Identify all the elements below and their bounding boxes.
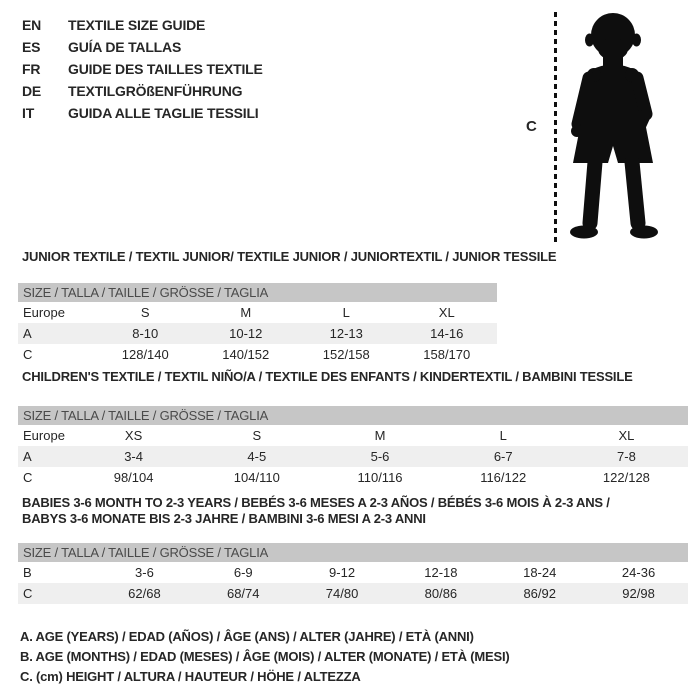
- language-row: [22, 14, 263, 36]
- table-cell: 104/110: [233, 470, 280, 485]
- table-title-line: BABYS 3-6 MONATE BIS 2-3 JAHRE / BAMBINI 3-6 MESI A 2-3 ANNI: [22, 511, 426, 526]
- table-cell: 4-5: [247, 449, 267, 464]
- height-measure-label: C: [526, 118, 537, 135]
- table-title: [18, 495, 688, 527]
- column-header: XL: [618, 428, 635, 443]
- table-title-line: BABIES 3-6 MONTH TO 2-3 YEARS / BEBÉS 3-6 MESES A 2-3 AÑOS / BÉBÉS 3-6 MOIS À 2-3 ANS /: [22, 495, 610, 510]
- table-cell: 3-6: [135, 565, 154, 580]
- table-row: [18, 446, 688, 467]
- table-cell: 6-7: [493, 449, 513, 464]
- table-cell: 62/68: [128, 586, 161, 601]
- table-row: [18, 467, 688, 488]
- language-code: DE: [22, 83, 42, 99]
- language-code: FR: [22, 61, 41, 77]
- column-header: Europe: [23, 305, 65, 320]
- language-label: GUIDA ALLE TAGLIE TESSILI: [68, 105, 259, 121]
- table-cell: 140/152: [222, 347, 270, 362]
- row-label: C: [23, 470, 33, 485]
- language-row: [22, 36, 263, 58]
- table-cell: 98/104: [113, 470, 154, 485]
- footnote: A. AGE (YEARS) / EDAD (AÑOS) / ÂGE (ANS) / ALTER (JAHRE) / ETÀ (ANNI): [20, 629, 474, 644]
- language-row: [22, 80, 263, 102]
- footnotes: [20, 627, 510, 687]
- table-cell: 14-16: [430, 326, 464, 341]
- table-cell: 3-4: [124, 449, 143, 464]
- size-table-childrens-textile: [18, 369, 688, 488]
- footnote: B. AGE (MONTHS) / EDAD (MESES) / ÂGE (MOIS) / ALTER (MONATE) / ETÀ (MESI): [20, 649, 510, 664]
- table-cell: 152/158: [322, 347, 370, 362]
- column-header: L: [499, 428, 507, 443]
- table-row: [18, 583, 688, 604]
- table-cell: 122/128: [602, 470, 650, 485]
- table-cell: 74/80: [325, 586, 359, 601]
- table-cell: 86/92: [523, 586, 556, 601]
- table-row: [18, 344, 497, 365]
- table-cell: 158/170: [423, 347, 471, 362]
- table-title-line: JUNIOR TEXTILE / TEXTIL JUNIOR/ TEXTILE JUNIOR / JUNIORTEXTIL / JUNIOR TESSILE: [22, 249, 557, 264]
- toddler-silhouette-icon: [565, 12, 668, 243]
- size-table-junior-textile: [18, 249, 557, 365]
- row-label: A: [23, 449, 32, 464]
- table-cell: 12-13: [329, 326, 363, 341]
- table-title: [18, 369, 688, 385]
- table-title-line: CHILDREN'S TEXTILE / TEXTIL NIÑO/A / TEXTILE DES ENFANTS / KINDERTEXTIL / BAMBINI TESSILE: [22, 369, 633, 384]
- language-row: [22, 102, 263, 124]
- table-cell: 110/116: [357, 470, 403, 485]
- table-title: [18, 249, 557, 265]
- column-header: S: [252, 428, 262, 443]
- size-table-babies: [18, 495, 688, 604]
- table-cell: 10-12: [229, 326, 263, 341]
- table-header-row: [18, 302, 497, 323]
- table-cell: 18-24: [523, 565, 557, 580]
- size-header-bar: SIZE / TALLA / TAILLE / GRÖSSE / TAGLIA: [18, 406, 688, 425]
- table-cell: 24-36: [621, 565, 656, 580]
- language-code: IT: [22, 105, 35, 121]
- language-row: [22, 58, 263, 80]
- footnote: C. (cm) HEIGHT / ALTURA / HAUTEUR / HÖHE / ALTEZZA: [20, 669, 361, 684]
- language-label: GUIDE DES TAILLES TEXTILE: [68, 61, 263, 77]
- column-header: XS: [124, 428, 143, 443]
- table-cell: 8-10: [132, 326, 159, 341]
- table-cell: 6-9: [233, 565, 253, 580]
- language-code: ES: [22, 39, 41, 55]
- table-header-row: [18, 425, 688, 446]
- size-header-bar: SIZE / TALLA / TAILLE / GRÖSSE / TAGLIA: [18, 543, 688, 562]
- column-header: L: [342, 305, 350, 320]
- table-cell: 92/98: [622, 586, 655, 601]
- table-row: [18, 323, 497, 344]
- table-row: [18, 562, 688, 583]
- language-label: TEXTILE SIZE GUIDE: [68, 17, 206, 33]
- language-code: EN: [22, 17, 42, 33]
- size-header-bar: SIZE / TALLA / TAILLE / GRÖSSE / TAGLIA: [18, 283, 497, 302]
- table-cell: 7-8: [617, 449, 636, 464]
- language-list: [22, 14, 263, 124]
- table-cell: 12-18: [424, 565, 458, 580]
- column-header: Europe: [23, 428, 65, 443]
- table-cell: 5-6: [370, 449, 390, 464]
- table-cell: 68/74: [226, 586, 260, 601]
- height-figure: [520, 8, 698, 250]
- row-label: A: [23, 326, 32, 341]
- table-cell: 9-12: [329, 565, 356, 580]
- height-dotted-line: [554, 12, 557, 245]
- column-header: M: [374, 428, 386, 443]
- column-header: S: [140, 305, 150, 320]
- language-label: GUÍA DE TALLAS: [68, 39, 182, 55]
- column-header: XL: [438, 305, 455, 320]
- row-label: B: [23, 565, 32, 580]
- row-label: C: [23, 586, 33, 601]
- row-label: C: [23, 347, 33, 362]
- column-header: M: [240, 305, 252, 320]
- table-cell: 116/122: [480, 470, 527, 485]
- language-label: TEXTILGRÖßENFÜHRUNG: [68, 83, 243, 99]
- table-cell: 128/140: [121, 347, 169, 362]
- table-cell: 80/86: [424, 586, 458, 601]
